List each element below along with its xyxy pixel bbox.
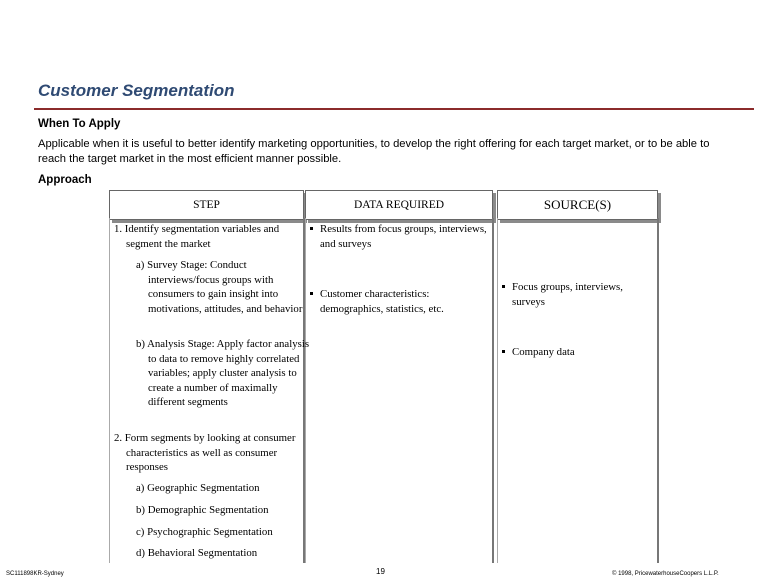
- page-title: Customer Segmentation: [38, 81, 235, 100]
- step-1: 1. Identify segmentation variables and segment the market: [114, 223, 280, 250]
- sources-column: [497, 218, 659, 563]
- step-2: 2. Form segments by looking at consumer characteristics as well as consumer responses: [114, 432, 296, 473]
- sources-column-header: [497, 190, 658, 220]
- approach-heading: Approach: [38, 174, 92, 186]
- step-header-label: STEP: [193, 199, 220, 211]
- data-required-column-header: [305, 190, 493, 220]
- data-required-column: [305, 218, 494, 563]
- step-2c: c) Psychographic Segmentation: [136, 526, 273, 538]
- when-to-apply-heading: When To Apply: [38, 118, 121, 130]
- data-required-2: Customer characteristics: demographics, statistics, etc.: [310, 287, 488, 316]
- source-1: Focus groups, interviews, surveys: [502, 280, 654, 309]
- data-required-1: Results from focus groups, interviews, and surveys: [310, 222, 488, 251]
- when-to-apply-text: Applicable when it is useful to better identify marketing opportunities, to develop the right offering for each target market, or to be able to reach the target market in the most efficient manner possible.: [38, 138, 710, 165]
- step-2a: a) Geographic Segmentation: [136, 482, 260, 494]
- footer-document-code: SC111898KR-Sydney: [6, 571, 64, 577]
- title-divider: [34, 108, 754, 110]
- step-column-header: [109, 190, 304, 220]
- data-required-header-label: DATA REQUIRED: [353, 199, 445, 211]
- sources-header-label: SOURCE(S): [543, 197, 612, 212]
- step-2b: b) Demographic Segmentation: [136, 504, 269, 516]
- footer-page-number: 19: [376, 567, 385, 576]
- step-2d: d) Behavioral Segmentation: [136, 547, 258, 559]
- footer-copyright: © 1998, PricewaterhouseCoopers L.L.P.: [612, 571, 719, 577]
- step-1b: b) Analysis Stage: Apply factor analysis to data to remove highly correlated variables; apply cluster analysis to create a number of maximally different segments: [136, 338, 310, 408]
- step-1a: a) Survey Stage: Conduct interviews/focus groups with consumers to gain insight into motivations, attitudes, and behavior: [136, 259, 303, 315]
- source-2: Company data: [502, 345, 654, 360]
